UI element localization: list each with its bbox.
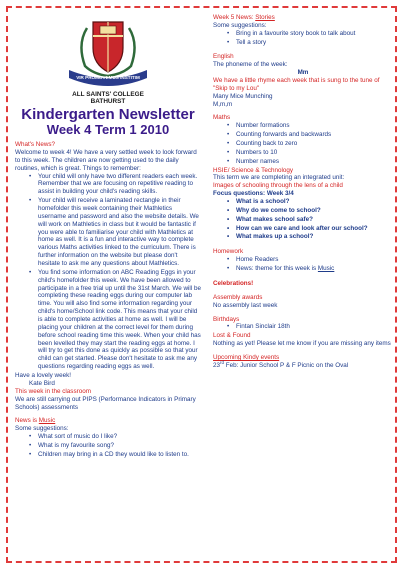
list-item: • What makes up a school?	[227, 233, 393, 241]
list-item: • What is a school?	[227, 198, 393, 206]
signature: Kate Bird	[29, 379, 55, 387]
hsie-intro: This term we are completing an integrated unit:	[213, 174, 345, 182]
list-item: • Counting forwards and backwards	[227, 131, 393, 139]
week5-heading: Week 5 News: Stories	[213, 14, 275, 21]
week-title: Week 4 Term 1 2010	[46, 121, 170, 137]
school-name: ALL SAINTS' COLLEGE BATHURST	[72, 91, 144, 106]
assembly-heading: Assembly awards	[213, 293, 263, 301]
crest-motto: VIR PROMOVEMUS INSTITIM	[76, 75, 140, 80]
list-item: • Home Readers	[227, 256, 393, 264]
list-item: • Fintan Sinclair 18th	[227, 323, 393, 331]
list-item: • What is my favourite song?	[29, 442, 201, 450]
assembly-text: No assembly last week	[213, 301, 278, 309]
list-item: • Children may bring in a CD they would like to listen to.	[29, 451, 201, 459]
school-crest-icon	[63, 14, 153, 90]
school-logo	[15, 14, 201, 105]
list-item: • Number names	[227, 158, 393, 166]
whats-news-heading: What's News?	[15, 141, 56, 149]
upcoming-event: 23rd Feb: Junior School P & F Picnic on the Oval	[213, 359, 349, 369]
list-item: • How can we care and look after our school?	[227, 225, 393, 233]
list-item: • Bring in a favourite story book to talk about	[227, 30, 393, 38]
hsie-unit-title: Images of schooling through the lens of a child	[213, 182, 343, 190]
week5-suggestions-list	[213, 30, 393, 47]
newsletter-title: Kindergarten Newsletter	[21, 106, 195, 124]
music-heading: News is Music	[15, 417, 56, 425]
list-item: • What sort of music do I like?	[29, 433, 201, 441]
whats-news-intro: Welcome to week 4! We have a very settled week to look forward to this week. The children are now getting used to the daily routines, which is great. Things to remember:	[15, 149, 197, 172]
phoneme-label: The phoneme of the week:	[213, 61, 288, 69]
list-item: • News: theme for this week is Music	[227, 265, 393, 273]
lost-found-text: Nothing as yet! Please let me know if you are missing any items	[213, 340, 391, 348]
list-item: • Why do we come to school?	[227, 207, 393, 215]
left-column	[15, 14, 201, 460]
list-item: • Tell a story	[227, 39, 393, 47]
things-to-remember-list	[15, 173, 201, 371]
sign-off: Have a lovely week!	[15, 372, 71, 380]
maths-heading: Maths	[213, 114, 231, 122]
list-item: • Your child will only have two different readers each week. Remember that we are focusing on repetitive reading to assist in building your child's reading skills.	[29, 173, 201, 197]
maths-list	[213, 122, 393, 165]
homework-list	[213, 256, 393, 273]
list-item: • Your child will receive a laminated rectangle in their homefolder this week containing their Mathletics username and password and also the website details. We will work on Mathletics in class but it would be fantastic if you were able to familiarise your child with Mathletics at home as well. It is a fun and interactive way to complete various Maths activities linked to the curriculum. There is further information on the website but please don't hesitate to ask me any questions about Mathletics.	[29, 197, 201, 268]
celebrations-heading: Celebrations!	[213, 279, 254, 287]
lost-found-heading: Lost & Found	[213, 332, 251, 340]
list-item: • What makes school safe?	[227, 216, 393, 224]
list-item: • Numbers to 10	[227, 149, 393, 157]
music-suggestions-list	[15, 433, 201, 459]
english-heading: English	[213, 53, 234, 61]
list-item: • Counting back to zero	[227, 140, 393, 148]
rhyme-line: We have a little rhyme each week that is sung to the tune of "Skip to my Lou"	[213, 77, 380, 92]
classroom-text: We are still carrying out PIPS (Performance Indicators in Primary Schools) assessments	[15, 395, 196, 411]
birthdays-list	[213, 323, 393, 331]
list-item: • You find some information on ABC Reading Eggs in your child's homefolder this week. We have been allowed to participate in a free trial up until the 31st March. We will be completing these reading eggs during our computer lab time. You will also find some information regarding your child's home/School link code. This means that your child is able to complete activities at home as well. I will be placing your children at the correct level for them during before school reading time this week. When your child has been levelled they may start the reading eggs at home. I will try to get this done as quickly as possible so that your child can get started. Please don't hesitate to ask me any questions regarding reading eggs as well.	[29, 269, 201, 371]
homework-heading: Homework	[213, 248, 244, 256]
hsie-focus: Focus questions: Week 3/4	[213, 190, 294, 198]
classroom-heading: This week in the classroom	[15, 387, 91, 395]
upcoming-heading: Upcoming Kindy events	[213, 353, 280, 361]
hsie-heading: HSIE/ Science & Technology	[213, 166, 294, 174]
music-suggestions-label: Some suggestions:	[15, 425, 69, 433]
focus-questions-list	[213, 198, 393, 241]
birthdays-heading: Birthdays	[213, 315, 240, 323]
rhyme-line-2: M,m,m	[213, 100, 233, 108]
phoneme-value: Mm	[297, 69, 309, 77]
right-column	[213, 14, 393, 370]
week5-suggestions-label: Some suggestions:	[213, 21, 267, 29]
rhyme-line-1: Many Mice Munching	[213, 92, 273, 100]
list-item: • Number formations	[227, 122, 393, 130]
